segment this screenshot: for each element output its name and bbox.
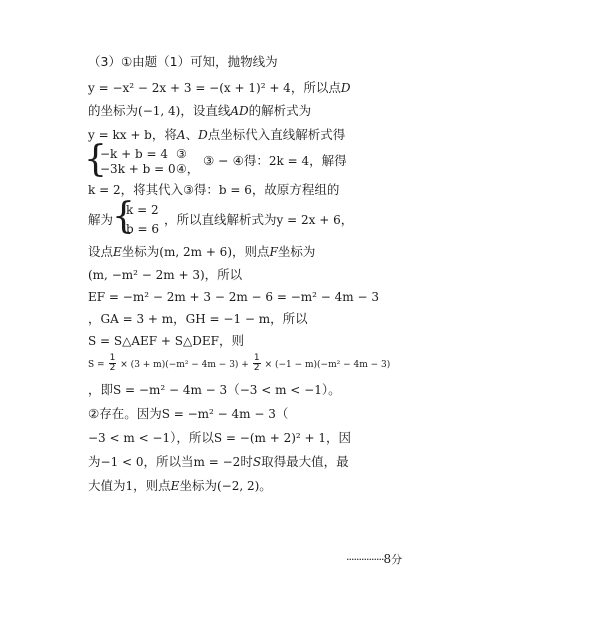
system-2-after: ，所以直线解析式为y = 2x + 6，	[164, 212, 354, 227]
system-1-tag-4: ④，	[176, 161, 200, 176]
intro-text: （3）①由题（1）可知，抛物线为	[88, 54, 278, 69]
line-11: (m, −m² − 2m + 3)，所以	[88, 267, 243, 282]
system-brace-1: {	[84, 139, 107, 180]
line-13: ，GA = 3 + m，GH = −1 − m，所以	[88, 311, 308, 326]
line-18: −3 < m < −1），所以S = −(m + 2)² + 1，因	[88, 430, 352, 445]
line-2: y = −x² − 2x + 3 = −(x + 1)² + 4，所以点D	[88, 80, 351, 95]
system-1-eq-1: −k + b = 4	[100, 147, 169, 161]
line-4: y = kx + b，将A、D点坐标代入直线解析式得	[88, 127, 346, 142]
line-15-area-formula: S = $\frac{1}{2}$ × (3 + m)(−m² − 4m − 3) + $\frac{1}{2}$ × (−1 − m)(−m² − 4m − 3)	[88, 353, 391, 373]
line-14: S = S△AEF + S△DEF，则	[88, 333, 244, 348]
line-10: 设点E坐标为(m, 2m + 6)，则点F坐标为	[88, 244, 316, 259]
system-2-pre: 解为	[88, 212, 114, 227]
line-20: 大值为1，则点E坐标为(−2, 2)。	[88, 478, 272, 493]
system-1-tag-3: ③	[176, 147, 187, 161]
score-dots: ···············	[346, 553, 384, 566]
line-3: 的坐标为(−1, 4)，设直线AD的解析式为	[88, 103, 312, 118]
parabola-equation: y = −x² − 2x + 3 = −(x + 1)² + 4	[88, 81, 291, 95]
score-marker	[346, 551, 402, 568]
point-d-coords: (−1, 4)	[138, 104, 181, 118]
fraction-half-2: $\frac{1}{2}$	[253, 353, 260, 373]
area-sum: S = S△AEF + S△DEF	[88, 334, 219, 348]
line-12	[88, 289, 379, 305]
system-brace-2: {	[112, 196, 135, 237]
line-19: 为−1 < 0，所以当m = −2时S取得最大值，最	[88, 454, 349, 469]
score-unit: 分	[391, 553, 403, 566]
line-1	[88, 54, 278, 70]
line-form: y = kx + b	[88, 128, 152, 142]
score-value: 8	[383, 552, 392, 566]
line-7: k = 2，将其代入③得：b = 6，故原方程组的	[88, 182, 340, 197]
system-2-eq-2: b = 6	[126, 222, 159, 236]
system-2-eq-1: k = 2	[126, 203, 159, 217]
ef-length: EF = −m² − 2m + 3 − 2m − 6 = −m² − 4m − 3	[88, 290, 379, 304]
fraction-half-1: $\frac{1}{2}$	[109, 353, 116, 373]
system-1-eq-2: −3k + b = 0	[100, 162, 176, 176]
system-1-after: ③ − ④得：2k = 4，解得	[203, 153, 347, 168]
line-16: ，即S = −m² − 4m − 3（−3 < m < −1）。	[88, 382, 341, 397]
line-17: ②存在。因为S = −m² − 4m − 3（	[88, 406, 289, 421]
